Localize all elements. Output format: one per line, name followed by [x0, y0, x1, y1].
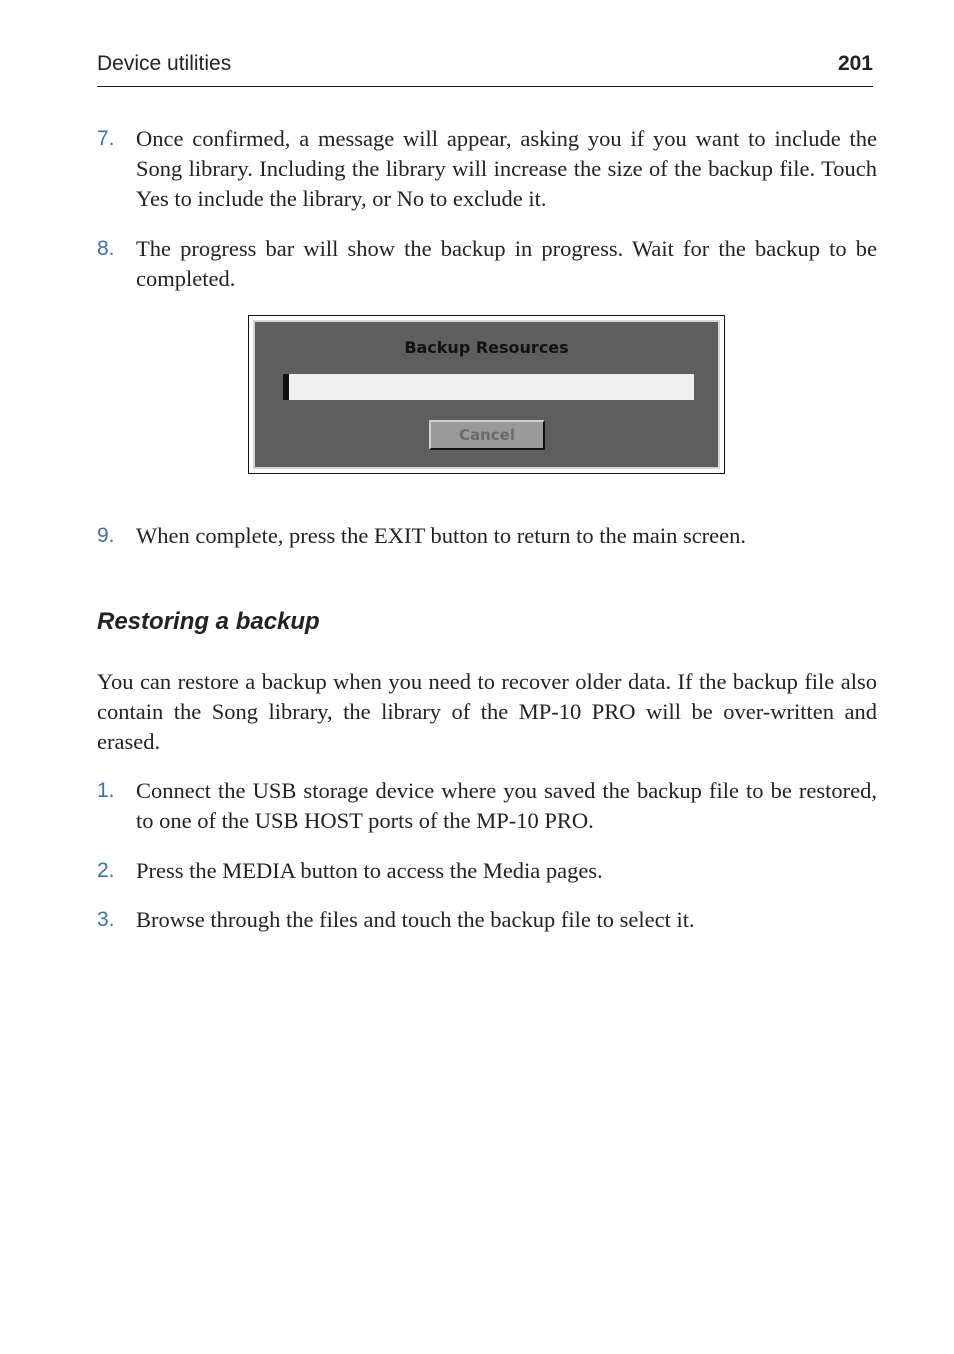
- restore-step-2: [97, 856, 877, 886]
- step-number: 7.: [97, 127, 115, 150]
- backup-dialog-screenshot: [248, 315, 725, 474]
- step-text: Once confirmed, a message will appear, asking you if you want to include the Song library. Including the library will increase the size of the backup file. Touch Yes to include the library, or No to exclude it.: [136, 126, 877, 211]
- step-number: 9.: [97, 524, 115, 547]
- page-header: [97, 50, 873, 87]
- step-text: Browse through the files and touch the backup file to select it.: [136, 907, 695, 932]
- section-title: Device utilities: [97, 52, 232, 75]
- step-text: The progress bar will show the backup in progress. Wait for the backup to be completed.: [136, 236, 877, 291]
- restore-heading: Restoring a backup: [97, 608, 320, 635]
- step-number: 1.: [97, 779, 115, 802]
- backup-dialog: [253, 320, 720, 469]
- restore-intro: You can restore a backup when you need to recover older data. If the backup file also contain the Song library, the library of the MP-10 PRO will be over-written and erased.: [97, 669, 877, 754]
- step-7: [97, 124, 877, 214]
- step-number: 2.: [97, 859, 115, 882]
- step-9: [97, 521, 877, 551]
- restore-step-1: [97, 776, 877, 836]
- step-text: Press the MEDIA button to access the Media pages.: [136, 858, 603, 883]
- step-number: 8.: [97, 237, 115, 260]
- step-number: 3.: [97, 908, 115, 931]
- restore-step-3: [97, 905, 877, 935]
- dialog-title: Backup Resources: [404, 338, 569, 357]
- backup-progress-bar: [283, 374, 694, 400]
- step-text: Connect the USB storage device where you saved the backup file to be restored, to one of the USB HOST ports of the MP-10 PRO.: [136, 778, 877, 833]
- step-8: [97, 234, 877, 294]
- progress-fill: [283, 374, 289, 400]
- page-number: 201: [837, 52, 873, 75]
- cancel-button[interactable]: Cancel: [429, 420, 545, 450]
- step-text: When complete, press the EXIT button to return to the main screen.: [136, 523, 747, 548]
